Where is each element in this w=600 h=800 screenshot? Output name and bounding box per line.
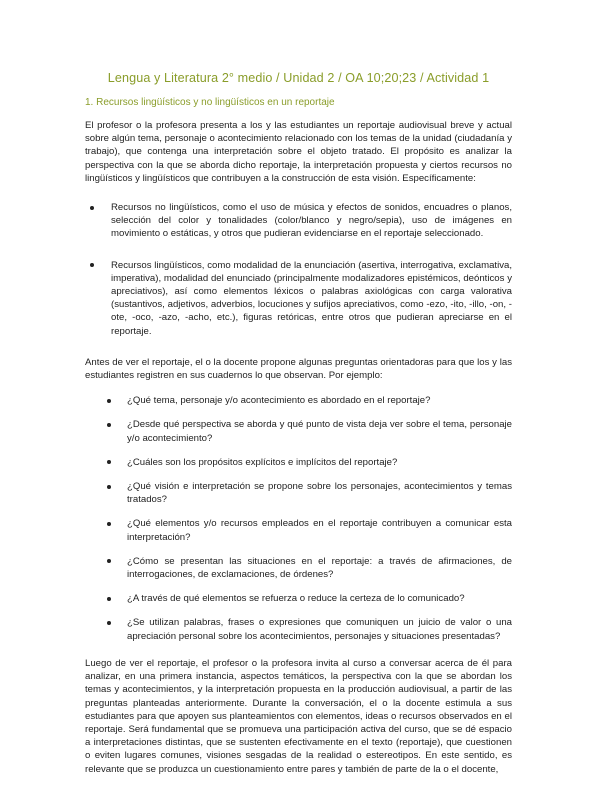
list-item-linguistic-resources: Recursos lingüísticos, como modalidad de la enunciación (asertiva, interrogativa, exclamativa, imperativa), modalidad del enunciado (principalmente modalizadores epistémicos, deónticos y apreciativos), así como elementos léxicos o palabras axiológicas con carga valorativa (sustantivos, adjetivos, adverbios, locuciones y sufijos apreciativos, como -ezo, -ito, -illo, -on, -ote, -oco, -azo, -acho, etc.), figuras retóricas, entre otros que pudieran apreciarse en el reportaje. <box>90 259 512 338</box>
section-heading: 1. Recursos lingüísticos y no lingüísticos en un reportaje <box>85 97 335 108</box>
list-item-question: ¿Qué visión e interpretación se propone sobre los personajes, acontecimientos y temas tratados? <box>107 480 512 506</box>
list-item-question: ¿Se utilizan palabras, frases o expresiones que comuniquen un juicio de valor o una apreciación personal sobre los acontecimientos, personajes y situaciones presentadas? <box>107 616 512 642</box>
list-item-non-linguistic-resources: Recursos no lingüísticos, como el uso de música y efectos de sonidos, encuadres o planos, selección del color y tonalidades (color/blanco y negro/sepia), uso de imágenes en movimiento o estáticas, y otros que pudieran evidenciarse en el reportaje seleccionado. <box>90 201 512 241</box>
list-item-question: ¿Qué tema, personaje y/o acontecimiento es abordado en el reportaje? <box>107 394 512 407</box>
before-paragraph: Antes de ver el reportaje, el o la docente propone algunas preguntas orientadoras para que los y las estudiantes registren en sus cuadernos lo que observan. Por ejemplo: <box>85 356 512 382</box>
resources-list <box>85 201 512 338</box>
after-paragraph: Luego de ver el reportaje, el profesor o la profesora invita al curso a conversar acerca de él para analizar, en una primera instancia, aspectos temáticos, la perspectiva con la que se abordan los temas y acontecimientos, y la interpretación propuesta en la producción audiovisual, a partir de las preguntas planteadas anteriormente. Durante la conversación, el o la docente estimula a sus estudiantes para que apoyen sus planteamientos con elementos, ideas o recursos observados en el reportaje. Será fundamental que se promueva una participación activa del curso, que se dé espacio a interpretaciones distintas, que se sustenten efectivamente en el texto (reportaje), que cuestionen o eviten lugares comunes, visiones sesgadas de la realidad o estereotipos. En este sentido, es relevante que se produzca un cuestionamiento entre pares y también de parte de la o el docente, <box>85 657 512 775</box>
questions-list <box>85 394 512 643</box>
list-item-question: ¿Cómo se presentan las situaciones en el reportaje: a través de afirmaciones, de interrogaciones, de exclamaciones, de órdenes? <box>107 555 512 581</box>
intro-paragraph: El profesor o la profesora presenta a los y las estudiantes un reportaje audiovisual breve y actual sobre algún tema, personaje o acontecimiento relacionado con los temas de la unidad (ciudadanía y trabajo), que contenga una interpretación sobre el objeto tratado. El propósito es analizar la perspectiva con la que se aborda dicho reportaje, la interpretación propuesta y ciertos recursos no lingüísticos y lingüísticos que contribuyen a la construcción de esta visión. Específicamente: <box>85 120 512 184</box>
list-item-question: ¿Qué elementos y/o recursos empleados en el reportaje contribuyen a comunicar esta interpretación? <box>107 517 512 543</box>
list-item-question: ¿A través de qué elementos se refuerza o reduce la certeza de lo comunicado? <box>107 592 512 605</box>
document-title: Lengua y Literatura 2° medio / Unidad 2 / OA 10;20;23 / Actividad 1 <box>107 71 490 85</box>
list-item-question: ¿Desde qué perspectiva se aborda y qué punto de vista deja ver sobre el tema, personaje y/o acontecimiento? <box>107 418 512 444</box>
list-item-question: ¿Cuáles son los propósitos explícitos e implícitos del reportaje? <box>107 456 512 469</box>
